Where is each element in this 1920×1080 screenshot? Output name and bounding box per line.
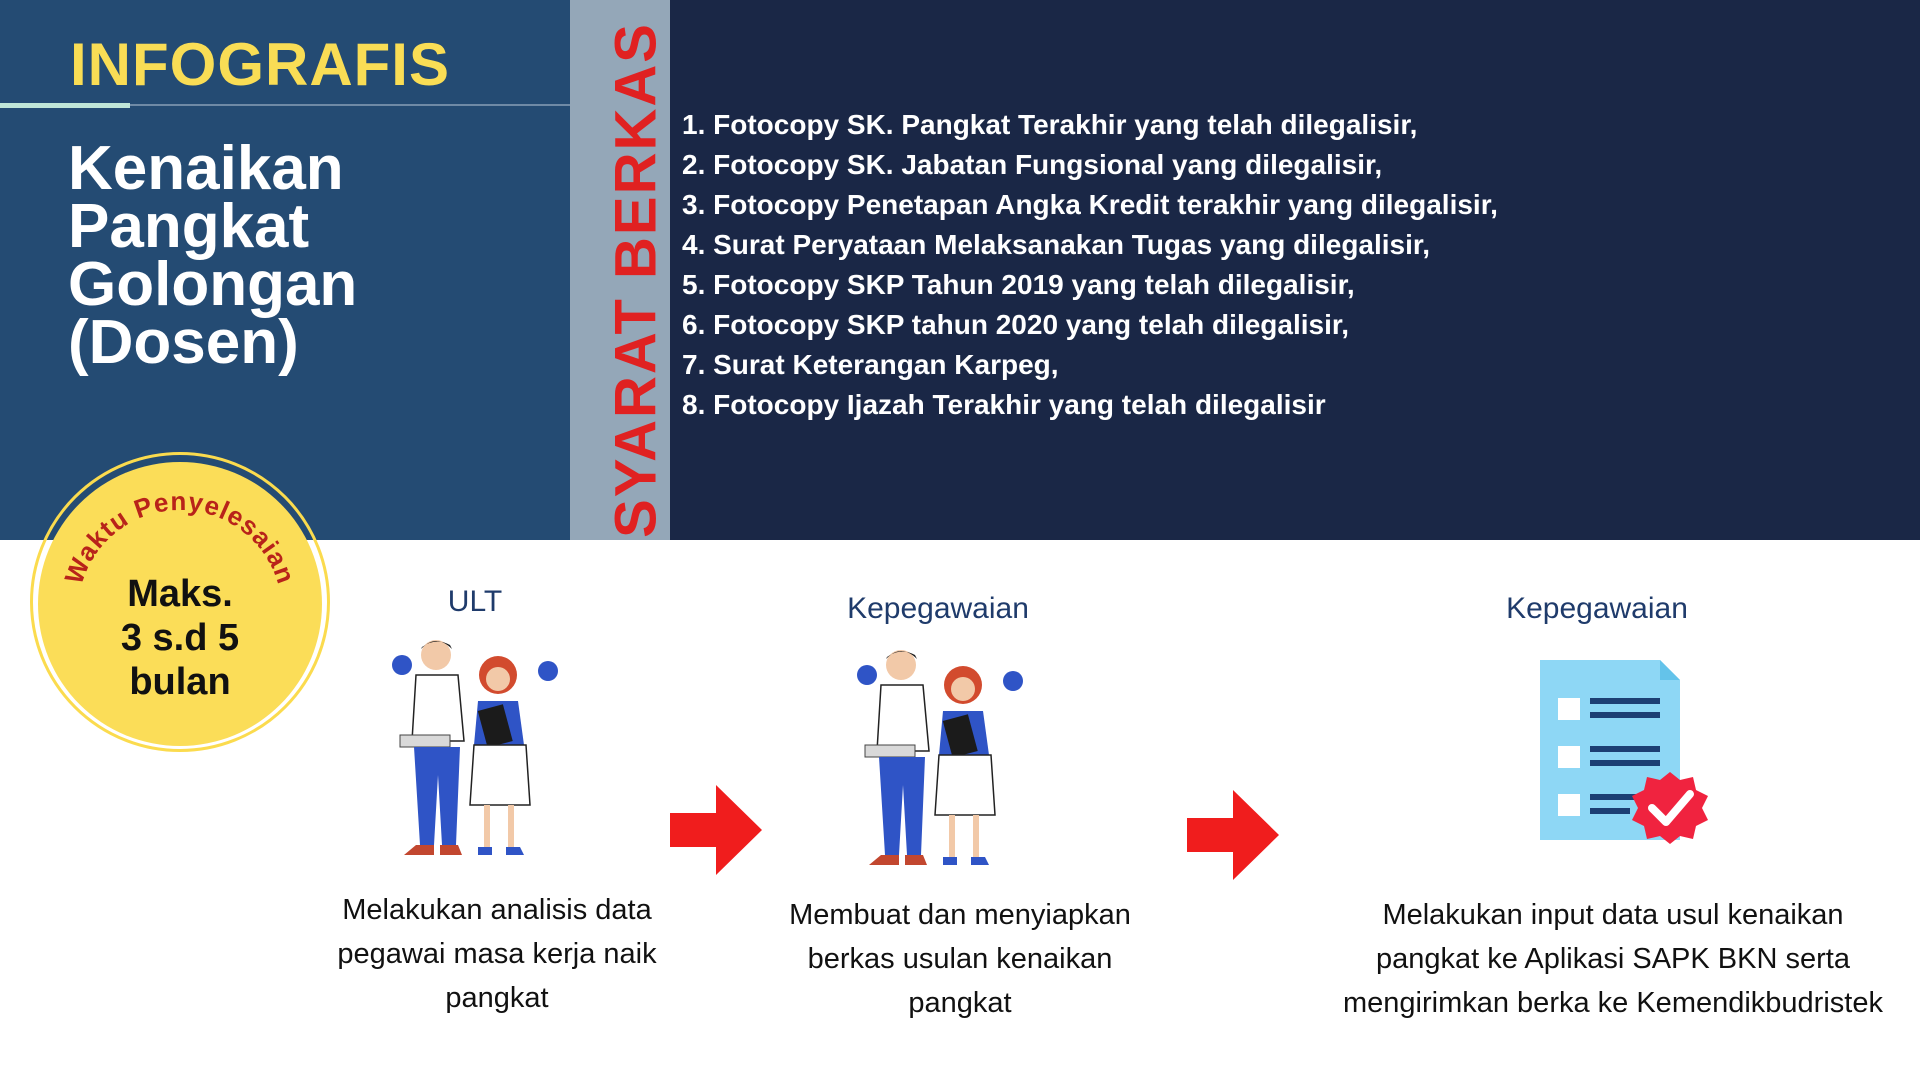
description-line: pangkat ke Aplikasi SAPK BKN serta bbox=[1376, 943, 1850, 975]
title-line: Pangkat bbox=[68, 192, 310, 261]
step-2-title: Kepegawaian bbox=[847, 592, 1029, 625]
description-line: Melakukan analisis data bbox=[342, 894, 652, 926]
brand-heading: INFOGRAFIS bbox=[70, 31, 450, 98]
list-item: 4. Surat Peryataan Melaksanakan Tugas yang dilegalisir, bbox=[682, 229, 1431, 260]
divider-accent bbox=[0, 103, 130, 108]
list-item: 8. Fotocopy Ijazah Terakhir yang telah dilegalisir bbox=[682, 389, 1326, 420]
description-line: mengirimkan berka ke Kemendikbudristek bbox=[1343, 987, 1883, 1019]
description-line: Membuat dan menyiapkan bbox=[789, 899, 1131, 931]
description-line: berkas usulan kenaikan bbox=[807, 943, 1113, 975]
step-1-title: ULT bbox=[447, 585, 503, 618]
description-line: pangkat bbox=[908, 987, 1012, 1019]
badge-duration-text bbox=[38, 572, 322, 704]
list-item: 5. Fotocopy SKP Tahun 2019 yang telah dilegalisir, bbox=[682, 269, 1355, 300]
requirements-list bbox=[682, 105, 1498, 425]
people-illustration-icon bbox=[855, 645, 1035, 875]
description-line: Melakukan input data usul kenaikan bbox=[1382, 899, 1844, 931]
page-title bbox=[68, 134, 548, 377]
approved-document-icon bbox=[1530, 660, 1720, 860]
list-item: 3. Fotocopy Penetapan Angka Kredit terakhir yang dilegalisir, bbox=[682, 189, 1498, 220]
title-line: Golongan bbox=[68, 250, 358, 319]
list-item: 6. Fotocopy SKP tahun 2020 yang telah dilegalisir, bbox=[682, 309, 1350, 340]
arrow-right-icon bbox=[1187, 790, 1279, 880]
list-item: 7. Surat Keterangan Karpeg, bbox=[682, 349, 1059, 380]
description-line: pegawai masa kerja naik bbox=[337, 938, 657, 970]
section-label-vertical: SYARAT BERKAS bbox=[603, 22, 669, 538]
badge-line: bulan bbox=[129, 661, 231, 703]
step-3-title: Kepegawaian bbox=[1506, 592, 1688, 625]
step-3-description bbox=[1303, 893, 1920, 1025]
description-line: pangkat bbox=[445, 982, 549, 1014]
people-illustration-icon bbox=[390, 635, 570, 865]
list-item: 2. Fotocopy SK. Jabatan Fungsional yang dilegalisir, bbox=[682, 149, 1383, 180]
title-line: (Dosen) bbox=[68, 308, 299, 377]
step-2-description bbox=[650, 893, 1270, 1025]
arrow-right-icon bbox=[670, 785, 762, 875]
list-item: 1. Fotocopy SK. Pangkat Terakhir yang telah dilegalisir, bbox=[682, 109, 1418, 140]
title-line: Kenaikan bbox=[68, 134, 344, 203]
badge-line: Maks. bbox=[127, 573, 233, 615]
badge-line: 3 s.d 5 bbox=[120, 617, 240, 659]
badge-arc-text: Waktu Penyelesaian bbox=[58, 485, 302, 588]
